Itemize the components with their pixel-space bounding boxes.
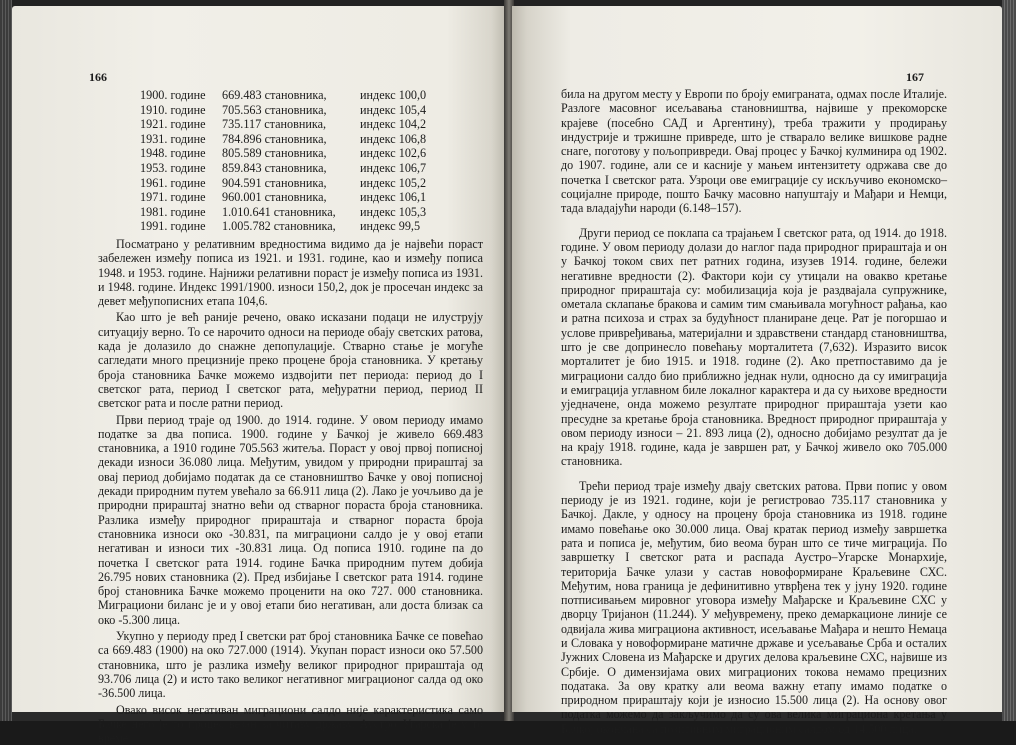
table-cell-index: индекс 105,3 bbox=[356, 205, 426, 220]
table-cell-year: 1921. године bbox=[132, 117, 218, 132]
right-page bbox=[512, 6, 1002, 712]
page-number: 166 bbox=[89, 70, 107, 85]
table-cell-year: 1948. године bbox=[132, 146, 218, 161]
table-cell-year: 1961. године bbox=[132, 176, 218, 191]
table-cell-index: индекс 100,0 bbox=[356, 88, 426, 103]
paragraph: Као што је већ раније речено, овако исказани подаци не илуструју ситуацију верно. То се нарочито односи на периоде обају светских ратова, када је долазило до снажне депопулације. Стварно стање је могуће сагледати много прецизније преко процене броја становника. У кретању броја становника Бачке можемо издвојити пет периода: период до I светског рата, период I светског рата, међуратни период, период II светског рата и после ратни период. bbox=[98, 310, 483, 410]
table-cell-population: 960.001 становника, bbox=[218, 190, 356, 205]
paragraph: Укупно у периоду пред I светски рат број становника Бачке се повећао са 669.483 (1900) на око 727.000 (1914). Укупан пораст износи око 57.500 становника, што је разлика између великог природног прираштаја од 93.706 лица (2) и исто тако великог негативног миграционог салда од око -36.500 лица. bbox=[98, 629, 483, 700]
table-row bbox=[132, 117, 426, 132]
book-edge-right bbox=[1002, 0, 1016, 721]
table-cell-index: индекс 105,4 bbox=[356, 103, 426, 118]
table-row bbox=[132, 146, 426, 161]
table-cell-index: индекс 102,6 bbox=[356, 146, 426, 161]
table-cell-population: 1.005.782 становника, bbox=[218, 219, 356, 234]
paragraph: Други период се поклапа са трајањем I светског рата, од 1914. до 1918. године. У овом периоду долази до наглог пада природног прираштаја и он у Бачкој током свих пет ратних година, изузев 1914. године, бележи негативне вредности (2). Фактори који су утицали на овакво кретање природног прираштаја су: мобилизација која је раздвајала супружнике, ометала склапање бракова и самим тим смањивала могућност рађања, као и ратна психоза и страх за будућност планиранe деце. Рат је погоршао и услове привређивања, материјални и здравствени стандард становништва, што је све допринесло повећању морталитета (7,632). Изразито висок морталитет је био 1915. и 1918. године (2). Ако претпоставимо да је миграциони салдо био приближно једнак нули, односно да су имиграција и емиграција углавном биле локалног карактера и да су њихове вредности уједначене, онда можемо резултате природног прираштаја узети као пресудне за кретање броја становника. Вредност природног прираштаја у овом периоду износи – 21. 893 лица (2), односно добијамо резултат да је на крају 1918. године, када је завршен рат, у Бачкој живело око 705.000 становника. bbox=[561, 226, 947, 469]
paragraph: Трећи период траје између двају светских ратова. Први попис у овом периоду је из 1921. године, који је регистровао 735.117 становника у Бачкој. Дакле, у односу на процену броја становника из 1918. године имамо повећање око 30.000 лица. Овај кратак период између завршетка рата и пописа је, међутим, био веома буран што се тиче миграција. По завршетку I светског рата и распада Аустро–Угарске Монархије, територија Бачке улази у састав новоформиране Краљевине СХС. Међутим, нова граница је дефинитивно утврђена тек у јуну 1920. године потписивањем мировног уговора између Мађарске и Краљевине СХС у дворцу Тријанон (11.244). У међувремену, преко демаркационе линије се одвијала жива миграциона активност, исељавање Мађара и нешто Немаца и Словака у новоформиране матичне државе и усељавање Срба и осталих Јужних Словена из Мађарске и других делова краљевине СХС, највише из Србије. О димензијама ових миграционих токова немамо прецизних података. За ову кратку али веома важну етапу имамо податке о природном прираштају који је износио 15.500 лица (2). На основу овог податка можемо да закључимо да су ова велика миграциона кретања у Бачкој окончана са позитивним миграционим салдом од 14.500 лица. bbox=[561, 479, 947, 736]
table-cell-population: 805.589 становника, bbox=[218, 146, 356, 161]
table-cell-index: индекс 106,7 bbox=[356, 161, 426, 176]
table-row bbox=[132, 205, 426, 220]
table-row bbox=[132, 176, 426, 191]
table-cell-population: 904.591 становника, bbox=[218, 176, 356, 191]
table-cell-population: 735.117 становника, bbox=[218, 117, 356, 132]
table-cell-index: индекс 99,5 bbox=[356, 219, 426, 234]
table-row bbox=[132, 190, 426, 205]
population-table bbox=[132, 88, 426, 234]
table-cell-index: индекс 104,2 bbox=[356, 117, 426, 132]
table-cell-year: 1981. године bbox=[132, 205, 218, 220]
table-cell-population: 669.483 становника, bbox=[218, 88, 356, 103]
right-page-body bbox=[561, 87, 947, 736]
table-cell-index: индекс 105,2 bbox=[356, 176, 426, 191]
table-cell-year: 1900. године bbox=[132, 88, 218, 103]
table-row bbox=[132, 132, 426, 147]
paragraph: Посматрано у релативним вредностима видимо да је највећи пораст забележен између пописа из 1921. и 1931. године, као и између пописа 1948. и 1953. године. Најнижи релативни пораст је између пописа из 1931. и 1948. године. Индекс 1991/1900. износи 150,2, док је просечан индекс за девет међупописних етапа 104,6. bbox=[98, 237, 483, 308]
page-number: 167 bbox=[906, 70, 924, 85]
left-page-body bbox=[98, 237, 483, 745]
paragraph: била на другом месту у Европи по броју емиграната, одмах после Италије. Разлоге масовног исељавања становништва, највише у прекоморске крајеве (посебно САД и Аргентину), треба тражити у продирању индустрије и тржишне привреде, што је стварало велике вишкове радне снаге, поготову у пољопривреди. Овај процес у Бачкој кулминира од 1902. до 1907. године, али се и касније у мањем интензитету одржава све до почетка I светског рата. Узроци ове емиграције су искључиво економско–социјалне природе, пошто Бачку масовно напуштају и Мађари и Немци, тада владајући народи (6.148–157). bbox=[561, 87, 947, 216]
table-cell-population: 1.010.641 становника, bbox=[218, 205, 356, 220]
table-row bbox=[132, 161, 426, 176]
book-edge-left bbox=[0, 0, 12, 721]
table-cell-population: 859.843 становника, bbox=[218, 161, 356, 176]
table-cell-population: 784.896 становника, bbox=[218, 132, 356, 147]
paragraph: Први период траје од 1900. до 1914. године. У овом периоду имамо податке за два пописа. 1900. године у Бачкој је живело 669.483 становника, а 1910 године 705.563 житеља. Пораст у овој првој пописној декади износи 36.080 лица. Међутим, увидом у природни прираштај за овај период добијамо податак да се становништво Бачке у овој пописној декади природним путем увећало за 66.911 лица (2). Лако је уочљиво да је природни прираштај знатно већи од стварног пораста броја становника. Разлика између природног прираштаја и стварног пораста броја становника износи око -30.831, па миграциони салдо је у овој етапи негативан и износи тих -30.831 лица. Од пописа 1910. године па до почетка I светског рата 1914. године Бачка природним путем добија 26.795 нових становника (2). Пред избијање I светског рата 1914. године број становника Бачке можемо проценити на око 727. 000 становника. Миграциони биланс је и у овој етапи био негативан, али доста близак са око -5.300 лица. bbox=[98, 413, 483, 627]
table-cell-index: индекс 106,8 bbox=[356, 132, 426, 147]
table-cell-index: индекс 106,1 bbox=[356, 190, 426, 205]
table-cell-year: 1931. године bbox=[132, 132, 218, 147]
table-cell-year: 1991. године bbox=[132, 219, 218, 234]
table-row bbox=[132, 88, 426, 103]
table-cell-year: 1910. године bbox=[132, 103, 218, 118]
table-cell-population: 705.563 становника, bbox=[218, 103, 356, 118]
paragraph: Овако висок негативан миграциони салдо није карактеристика само Бачке него је то процес везан за читаву државу. Аустро–Угарска је у то време bbox=[98, 703, 483, 745]
table-cell-year: 1953. године bbox=[132, 161, 218, 176]
table-row bbox=[132, 219, 426, 234]
left-page bbox=[12, 6, 506, 712]
table-cell-year: 1971. године bbox=[132, 190, 218, 205]
table-row bbox=[132, 103, 426, 118]
